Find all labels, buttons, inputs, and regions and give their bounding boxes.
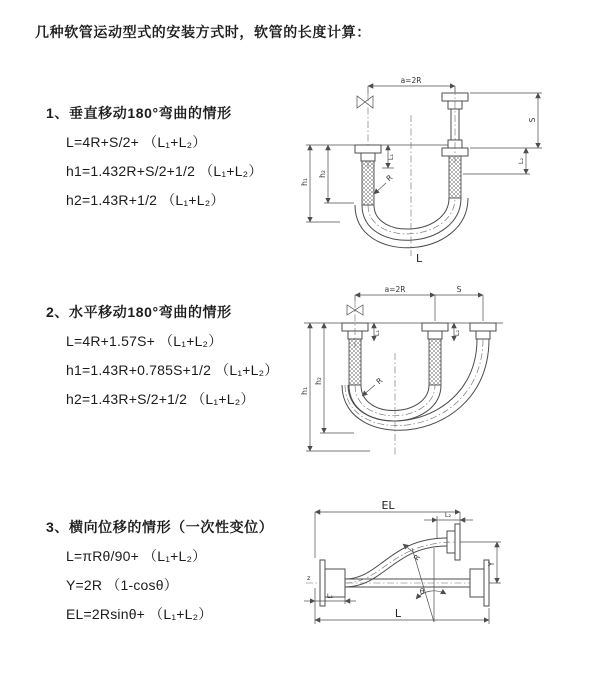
dim-label-theta: θ <box>419 587 425 596</box>
formula-line: h1=1.432R+S/2+1/2 （L₁+L₂） <box>66 163 263 179</box>
diagram-3-drawing <box>300 498 595 646</box>
diagram-1-drawing <box>298 70 595 265</box>
diagram-vertical-180-bend <box>298 70 595 265</box>
diagram-lateral-displacement <box>300 498 595 646</box>
formula-line: L=πRθ/90+ （L₁+L₂） <box>66 548 207 564</box>
section-3-heading: 3、横向位移的情形（一次性变位） <box>46 519 274 535</box>
centerline-mark: z <box>307 574 311 582</box>
dim-label-h2: h₂ <box>314 377 323 385</box>
valve-icon <box>357 96 373 108</box>
formula-line: EL=2Rsinθ+ （L₁+L₂） <box>66 606 213 622</box>
dim-label-l1: L₁ <box>326 592 334 600</box>
formula-line: h2=1.43R+S/2+1/2 （L₁+L₂） <box>66 391 255 407</box>
section-3-formulas <box>66 542 273 629</box>
formula-line: h1=1.43R+0.785S+1/2 （L₁+L₂） <box>66 362 279 378</box>
dim-label-a2r: a=2R <box>384 285 406 294</box>
hose-s-curve <box>345 538 455 587</box>
formula-line: Y=2R （1-cosθ） <box>66 577 178 593</box>
diagram-2-drawing <box>298 283 595 458</box>
dim-label-h1: h₁ <box>300 178 309 186</box>
formula-line: L=4R+S/2+ （L₁+L₂） <box>66 134 207 150</box>
dim-label-y: Y <box>487 561 496 567</box>
dim-label-l2: L₂ <box>444 511 452 519</box>
dim-label-r: R <box>384 172 395 184</box>
dim-label-l2: L₂ <box>517 157 525 165</box>
dim-label-r: R <box>411 552 423 563</box>
section-1-formulas <box>66 128 263 215</box>
diagram-horizontal-180-bend <box>298 283 595 458</box>
formula-line: L=4R+1.57S+ （L₁+L₂） <box>66 333 223 349</box>
hose-u-bend <box>355 198 468 248</box>
braided-hose-section <box>362 161 374 205</box>
left-flange-fitting <box>355 145 381 161</box>
dim-label-s: S <box>456 285 462 294</box>
dim-label-r: R <box>374 375 385 387</box>
section-3 <box>46 517 273 629</box>
dim-label-l2: L₂ <box>453 329 461 337</box>
middle-flange-fitting <box>422 323 448 339</box>
formula-line: h2=1.43R+1/2 （L₁+L₂） <box>66 192 225 208</box>
right-flange-fitting <box>470 323 496 339</box>
section-2 <box>46 302 279 414</box>
dim-label-h2: h₂ <box>318 170 327 178</box>
dim-label-a2r: a=2R <box>400 76 422 85</box>
section-2-formulas <box>66 327 279 414</box>
dim-label-el: EL <box>381 499 395 512</box>
page-title: 几种软管运动型式的安装方式时，软管的长度计算： <box>35 24 371 40</box>
dim-label-length: L <box>394 607 402 620</box>
hose-displaced-bend <box>342 339 489 430</box>
dim-label-l1: L₁ <box>387 153 395 161</box>
dim-label-h1: h₁ <box>300 387 309 395</box>
section-1-heading: 1、垂直移动180°弯曲的情形 <box>46 105 232 121</box>
section-1 <box>46 103 263 215</box>
dim-label-s: S <box>528 117 537 123</box>
section-2-heading: 2、水平移动180°弯曲的情形 <box>46 304 232 320</box>
braided-hose-section <box>429 339 441 385</box>
dim-label-length: L <box>416 252 423 265</box>
dim-label-l1: L₁ <box>373 329 381 337</box>
